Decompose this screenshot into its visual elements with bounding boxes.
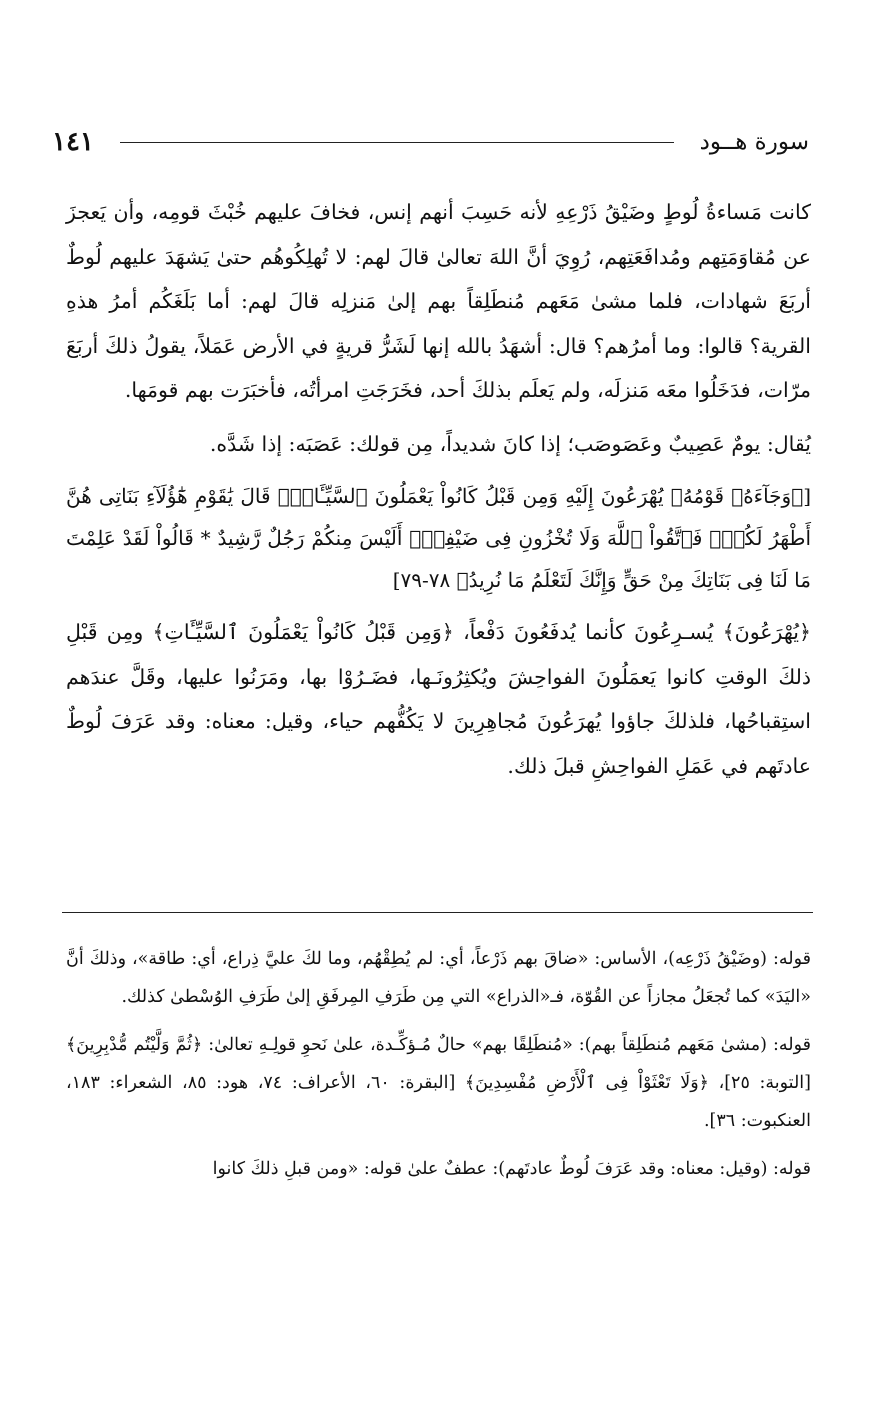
- footnote-paragraph: قوله: (مشىٰ مَعَهم مُنطَلِقاً بهم): «مُنطَلِقًا بهم» حالٌ مُـؤكِّـدة، علىٰ نَحوِ قولِـهِ تعالىٰ: ﴿ثُمَّ وَلَّيْتُم مُّدْبِرِينَ﴾ [التوبة: ٢٥]، ﴿وَلَا تَعْثَوْاْ فِى ٱلْأَرْضِ مُفْسِدِينَ﴾ [البقرة: ٦٠، الأعراف: ٧٤، هود: ٨٥، الشعراء: ١٨٣، العنكبوت: ٣٦].: [66, 1035, 811, 1131]
- main-paragraph: يُقال: يومٌ عَصِيبٌ وعَصَوصَب؛ إذا كانَ شديداً، مِن قولك: عَصَبَه: إذا شَدَّه.: [209, 431, 811, 456]
- surah-title: سورة هــود: [699, 129, 809, 155]
- page-number: ١٤١: [52, 127, 94, 157]
- footnote-paragraph: قوله: (وضَيْقُ ذَرْعِه)، الأساس: «ضاقَ بهم ذَرْعاً، أي: لم يُطِقْهُم، وما لكَ عليَّ ذِراع، أي: طاقة»، وذلكَ أنَّ «اليَدَ» كما تُجعَلُ مجازاً عن القُوّة، فـ«الذراع» التي مِن طَرَفِ المِرفَقِ إلىٰ طَرَفِ الوُسْطىٰ كذلك.: [66, 949, 811, 1007]
- quran-verse-block: [﴿وَجَآءَهُۥ قَوْمُهُۥ يُهْرَعُونَ إِلَيْهِ وَمِن قَبْلُ كَانُواْ يَعْمَلُونَ ٱلسَّيِّـَٔاتِۚ قَالَ يَٰقَوْمِ هَٰٓؤُلَآءِ بَنَاتِى هُنَّ أَطْهَرُ لَكُمْۖ فَٱتَّقُواْ ٱللَّهَ وَلَا تُخْزُونِ فِى ضَيْفِىٓۖ أَلَيْسَ مِنكُمْ رَجُلٌ رَّشِيدٌ * قَالُواْ لَقَدْ عَلِمْتَ مَا لَنَا فِى بَنَاتِكَ مِنْ حَقٍّ وَإِنَّكَ لَتَعْلَمُ مَا نُرِيدُ﴾ ٧٨-٧٩]: [66, 484, 811, 592]
- footnote-paragraph: قوله: (وقيل: معناه: وقد عَرَفَ لُوطٌ عادتَهم): عطفٌ علىٰ قوله: «ومن قبلِ ذلكَ كانوا: [212, 1159, 811, 1179]
- running-header: [52, 118, 809, 166]
- footnote-divider: [62, 912, 813, 913]
- header-rule: [120, 142, 674, 143]
- main-text: [66, 190, 811, 788]
- footnotes: [66, 940, 811, 1188]
- main-paragraph: ﴿يُهْرَعُونَ﴾ يُسـرِعُونَ كأنما يُدفَعُونَ دَفْعاً، ﴿وَمِن قَبْلُ كَانُواْ يَعْمَلُونَ ٱلسَّيِّـَٔاتِ﴾ ومِن قَبْلِ ذلكَ الوقتِ كانوا يَعمَلُونَ الفواحِشَ ويُكثِرُونَـها، فضَـرُوْا بها، ومَرَنُوا عليها، وقَلَّ عندَهم استِقباحُها، فلذلكَ جاؤوا يُهرَعُونَ مُجاهِرِينَ لا يَكُفُّهم حياء، وقيل: معناه: وقد عَرَفَ لُوطٌ عادتَهم في عَمَلِ الفواحِشِ قبلَ ذلك.: [66, 620, 811, 778]
- main-paragraph: كانت مَساءةُ لُوطٍ وضَيْقُ ذَرْعِهِ لأنه حَسِبَ أنهم إنس، فخافَ عليهم خُبْثَ قومِه، وأن يَعجزَ عن مُقاوَمَتِهم ومُدافَعَتِهم، رُوِيَ أنَّ اللهَ تعالىٰ قالَ لهم: لا تُهلِكُوهُم حتىٰ يَشهَدَ عليهم لُوطٌ أربَعَ شهادات، فلما مشىٰ مَعَهم مُنطَلِقاً بهم إلىٰ مَنزلِه قالَ لهم: أما بَلَغَكُم أمرُ هذهِ القرية؟ قالوا: وما أمرُهم؟ قال: أشهَدُ بالله إنها لَشَرُّ قريةٍ في الأرض عَمَلاً، يقولُ ذلكَ أربَعَ مرّات، فدَخَلُوا معَه مَنزلَه، ولم يَعلَم بذلكَ أحد، فخَرَجَتِ امرأتُه، فأخبَرَت بهم قومَها.: [66, 200, 811, 402]
